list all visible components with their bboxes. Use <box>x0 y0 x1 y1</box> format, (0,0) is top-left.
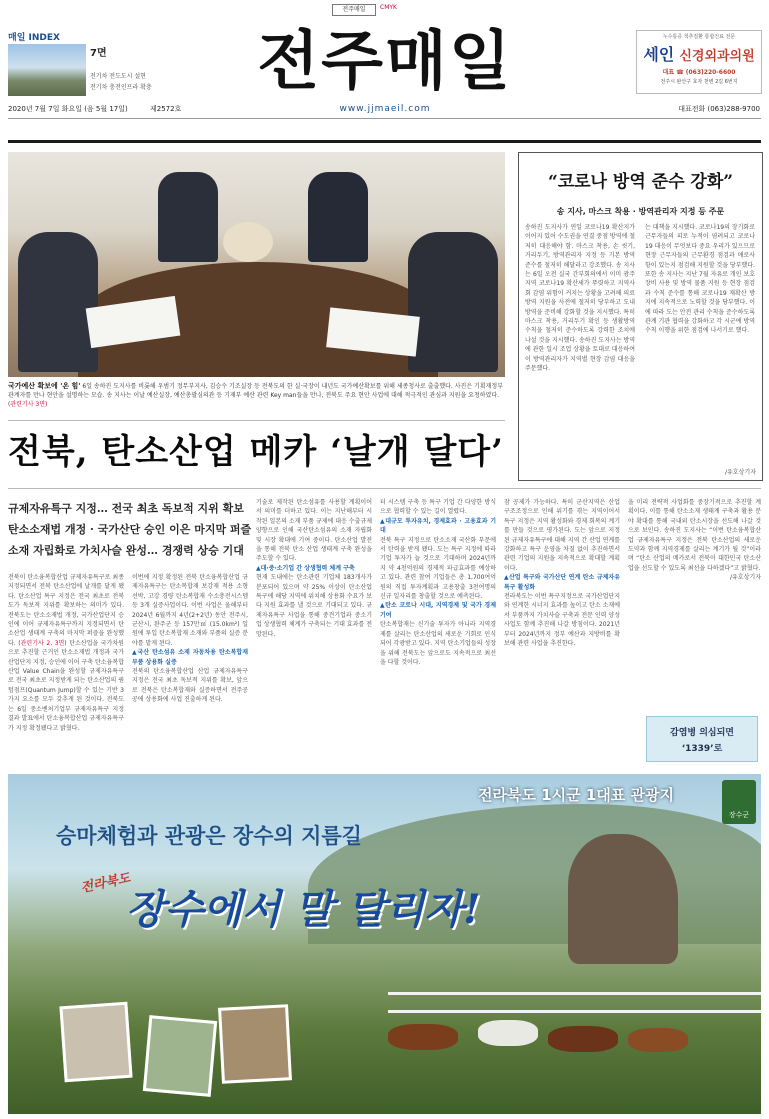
index-photo <box>8 44 86 96</box>
article-col3-heading: ▲대·중·소기업 간 상생협력 체계 구축 <box>256 564 355 572</box>
subheads <box>8 498 258 561</box>
article-col6-credit: /유호상기자 <box>729 574 761 582</box>
article-col4-heading: ▲대규모 투자유치, 경제효과 · 고용효과 기대 <box>380 517 496 535</box>
article-col-2 <box>132 573 248 763</box>
masthead-url[interactable]: www.jjmaeil.com <box>339 104 431 114</box>
dateline-date: 2020년 7월 7일 화요일 (음 5월 17일) <box>8 105 128 113</box>
top-ad[interactable] <box>636 30 762 94</box>
sidebar-subtitle: 송 지사, 마스크 착용 · 방역관리자 지정 등 주문 <box>556 207 725 216</box>
subhead-3: 소재 자립화로 가치사슬 완성… 경쟁력 상승 기대 <box>8 544 244 557</box>
ad-logo <box>722 780 756 824</box>
dateline-phone: 대표전화 (063)288-9700 <box>678 105 760 113</box>
ad-photo-3 <box>218 1004 292 1084</box>
article-col2-heading: ▲국산 탄소섬유 소재 자동차용 탄소복합재 부품 상용화 실증 <box>132 649 248 666</box>
ad-horse-statue <box>568 834 678 964</box>
article-col3-text: 기술로 제작된 탄소섬유를 사용할 계획이어서 의미를 더하고 있다. 이는 지난해부터 시작된 일본의 소재 부품 규제에 대응 수출규제 양향으로 인해 국산탄소섬유의 소재 자립화 및 시장 확대에 기여 중이다. 탄소산업 발전을 통해 전북 탄소 산업 생태계 구축 완성을 주도할 수 있다. <box>256 499 372 563</box>
article-col1b-text: 탄소산업을 국가차원으로 추진할 근거인 탄소소재법 개정과 국가산업단지 지정, 승인에 이어 구축 탄소융복합산업 Value Chain을 완성할 규제자유특구로 전국 최초로 지정받게 되는 탄소산업의 퀀텀점프(Quantum Jump)할 수 있는 기반 3가지 요소를 모두 갖추게 된 것이다. 전북도는 6일 중소벤처기업부 규제자유특구 지정 결과 발표에서 탄소융복합산업 규제자유특구가 지정 확정됐다고 밝혔다. <box>8 639 124 732</box>
article-col-4 <box>380 498 496 763</box>
bottom-ad[interactable] <box>8 774 761 1114</box>
ad-logo-text: 장수군 <box>728 811 750 819</box>
sidebar-col-2: 는 대책을 지시했다. 코로나19의 장기화로 근무자들의 피로 누적이 염려되고 코로나19 대응이 무엇보다 중요 우리가 있으므로 현장 근무자들의 근무환경 점검과 애로사항이 있는지 점검해 지원할 것을 당부했다. 또한 송 지사는 지난 7월 자유로 개인 보호 장비 사용 및 방역 물품 지원 등 현장 점검과 수칙 준수를 통해 코로나19 재확산 방지에 지속적으로 노력할 것을 당부했다. 이에 따라 도는 안전 관리 수칙을 준수하도록 관계 기관 협력을 강화하고 각 시군에 방역 수칙 이행을 위한 점검에 나서기로 했다. <box>645 224 755 335</box>
top-ad-phone: 대표 ☎ (063)220-6600 <box>662 69 736 76</box>
article-col5-heading: ▲산업 특구와 국가산단 연계 탄소 규제자유특구 활성화 <box>504 574 620 591</box>
article-col5b-text: 전라북도는 이번 특구지정으로 국가산업단지와 연계한 시너지 효과를 높이고 탄소 소재에서 부품까지 가치사슬 구축과 전문 인력 양성 사업도 함께 추진해 나갈 방침이다. 2021년부터 2024년까지 정부 예산과 지방비를 확보해 관련 사업을 추진한다. <box>504 593 620 648</box>
index-item: 전기차 전도도시 설현 <box>90 73 146 80</box>
ad-photo-1 <box>59 1002 132 1083</box>
index-title: 매일 INDEX <box>8 33 60 43</box>
article-col2b-text: 전북의 탄소융복합산업 산업 규제자유특구 지정은 전국 최초 독보적 지위를 확보, 앞으로 전북은 탄소복합재와 실증하면서 전주공공에 상용화에 사업 진출하게 된다. <box>132 668 248 704</box>
sidebar-box <box>518 152 763 481</box>
meeting-photo <box>8 152 505 377</box>
cmyk-marks: CMYK <box>380 4 397 11</box>
article-col-6 <box>628 498 761 708</box>
top-ad-line1: 누수통증 척추질환 통합진료 전문 <box>662 34 736 40</box>
headline-rule-bottom <box>8 488 761 489</box>
article-col-1 <box>8 573 124 763</box>
ad-small: 전라북도 <box>79 870 132 897</box>
ad-photo-2 <box>143 1015 217 1097</box>
article-col6-text: 을 미리 전략적 사업화를 중장기적으로 추진할 계획이다. 이를 통해 탄소소재 생태계 구축과 활용 분야 확대를 통해 국내외 탄소시장을 선도해 나갈 것으로 보인다. 송하진 도지사는 “이번 탄소융복합산업 규제자유특구 지정은 전북 탄소산업의 새로운 도약과 함께 지역경제를 살리는 계기가 될 것”이라며 “탄소 산업의 메카로서 전북이 대한민국 탄소산업을 선도할 수 있도록 최선을 다하겠다”고 밝혔다. <box>628 499 761 572</box>
main-headline: 전북, 탄소산업 메카 ‘날개 달다’ <box>8 432 504 472</box>
notice-box <box>646 716 758 762</box>
headline-rule <box>8 420 505 421</box>
article-col1-credit: (관련기사 2, 3면) <box>18 639 67 647</box>
article-col-5 <box>504 498 620 763</box>
dateline-rule-bottom <box>8 140 761 143</box>
photo-caption <box>8 382 505 409</box>
article-col-3 <box>256 498 372 763</box>
ad-slogan: 장수에서 말 달리자! <box>126 886 481 933</box>
article-col2-text: 이번에 지정 확정된 전북 탄소융복합산업 규제자유특구는 탄소복합재 보강재 적용 소형선박, 고강 경량 탄소복합재 수소충전시스템 등 3개 실증사업이다. 이번 사업은 올해부터 2024년 6월까지 4년(2+2년) 동안 전주시, 군산시, 완주군 등 157만㎡ (15.0km²) 일원에 투입 탄소복합재 소재와 부품의 실증 분야를 맡게 된다. <box>132 574 248 647</box>
top-ad-brand: 세인 <box>643 45 675 64</box>
index-box <box>8 30 168 98</box>
subhead-2: 탄소소재법 개정 · 국가산단 승인 이은 마지막 퍼즐 <box>8 523 252 536</box>
article-col3b-text: 현재 도내에는 탄소관련 기업체 183개사가 분포되어 있으며 약 25% 이상이 탄소산업 특구에 해당 지역에 위치해 상용화 수요가 보다 지원 효과를 낼 것으로 기대되고 있다. 규제자유특구 사업을 통해 중견기업과 중소기업 상생협력 체계가 구축되는 기대 효과를 전망된다. <box>256 574 372 638</box>
ad-fence-2 <box>388 1010 761 1013</box>
print-label: 전주매일 <box>332 4 376 16</box>
notice-line-2: ‘1339’로 <box>681 744 723 754</box>
top-ad-brand2: 신경외과의원 <box>679 49 755 64</box>
masthead-title: 전주매일 <box>257 25 513 99</box>
ad-tagline: 승마체험과 관광은 장수의 지름길 <box>56 824 362 848</box>
notice-line-1: 감염병 의심되면 <box>670 728 734 738</box>
sidebar-col-1: 송하진 도지사가 연일 코로나19 확산지가 이어지 있어 수도권을 연결 중점 방역에 철저히 대응해야 함. 마스크 착용, 손 씻기, 거리두기, 방역관리자 지정 등 기본 방역 준수를 철저히 해달라고 강조했다. 송 지사는 6일 오전 실국 간부회의에서 이미 광주 지역 코로나19 확산세가 뚜렷하고 지역사회 감염 위험이 커지는 상황을 고려해 의료 방역 지원을 사전에 철저히 당부하고 도내 방역을 준비해 강화할 것을 지시했다. 특히 마스크 착용, 거리두기 확인 등 생활방역 수칙을 철저히 준수하도록 강력한 조치에 나설 것을 지시했다. 송하진 도지사는 방역에 관한 일시 조업 상황을 토대로 대응하여 이 방역관리자가 지역별 현장 감염 대응을 주문했다. <box>525 224 635 373</box>
photo-caption-text: 6일 송하진 도지사를 비롯해 우범기 정무부지사, 김승수 기조실장 등 전북도의 한 실·국장이 내년도 국가예산확보를 위해 세종청사로 출출했다. 사진은 기획재정부 관계자를 만나 현안을 설명하는 모습. 송 지사는 이날 예산실장, 예산총괄심의관 등 기재부 예산 관련 Key man들을 만나, 전북도 주요 현안 사업에 대해 적극적인 관심과 지원을 요청하였다. <box>8 383 504 399</box>
dateline-rule-top <box>8 118 761 119</box>
ad-fence <box>388 992 761 995</box>
photo-credit: (관련기사 3면) <box>8 401 48 408</box>
article-col4b-text: 전북 특구 지정으로 탄소소재 국산화 부문에서 탄력을 받게 됐다. 도는 특구 지정에 따라 기업 투자가 늘 것으로 기대하며 2024년까지 약 4천억원의 경제적 파급효과를 예상하고 있다. 관련 참여 기업들은 총 1,700여억원의 직접 투자계획과 고용창출 3천여명의 신규 일자리를 창출할 것으로 예측된다. <box>380 536 496 601</box>
index-page: 7면 <box>90 48 107 59</box>
article-col4c-text: 탄소복합재는 신기술 투자가 아니라 지역경제를 살리는 탄소산업의 새로운 기회로 인식되어 각광받고 있다. 지역 탄소기업들의 성장을 위해 전북도는 앞으로도 지속적으로 최선을 다할 것이다. <box>380 621 496 666</box>
article-col5-text: 잠 공제가 가능하다. 특히 군산지역은 산업 구조조정으로 인해 위기를 겪는 지역이어서 특구 지정은 지역 활성화와 경제 회복의 계기를 만들 것으로 평가된다. 도는 앞으로 지정된 규제자유특구에 대해 지역 간 산업 연계를 강화하고 특구 운영을 차질 없이 추진하면서 관련 기업의 지원을 지속적으로 확대할 계획이다. <box>504 499 620 572</box>
article-col4-heading-2: ▲탄소 코로나 시대, 지역경제 및 국가 경제 기여 <box>380 602 496 619</box>
article-col1-text: 전북이 탄소융복합산업 규제자유특구로 최종 지정되면서 전북 탄소산업에 날개를 달게 됐다. 탄소산업 특구 지정은 전국 최초로 전북도가 독보적 지위를 확보하는 의미가 있다. 전북도는 탄소소재법 개정, 국가산업단지 승인에 이어 규제자유특구까지 지정되면서 탄소산업 생태계 구축의 마지막 퍼즐을 완성했다. <box>8 574 124 647</box>
ad-title: 전라북도 1시군 1대표 관광지 <box>478 786 674 804</box>
ad-horses <box>388 1014 688 1074</box>
dateline-issue: 제2572호 <box>150 105 182 113</box>
article-col4-text: 터 시스템 구축 등 특구 기업 간 다양한 방식으로 협력할 수 있는 길이 열렸다. <box>380 499 496 516</box>
top-ad-address: 전주시 완산구 효자 천변 2길 6번지 <box>660 79 738 85</box>
index-item: 전기차 충전인프라 확충 <box>90 84 152 91</box>
subhead-1: 규제자유특구 지정… 전국 최초 독보적 지위 확보 <box>8 502 244 515</box>
photo-caption-title: 국가예산 확보에 '온 힘' <box>8 382 81 390</box>
sidebar-title: “코로나 방역 준수 강화” <box>547 172 734 192</box>
sidebar-credit: /유호상기자 <box>724 469 756 476</box>
